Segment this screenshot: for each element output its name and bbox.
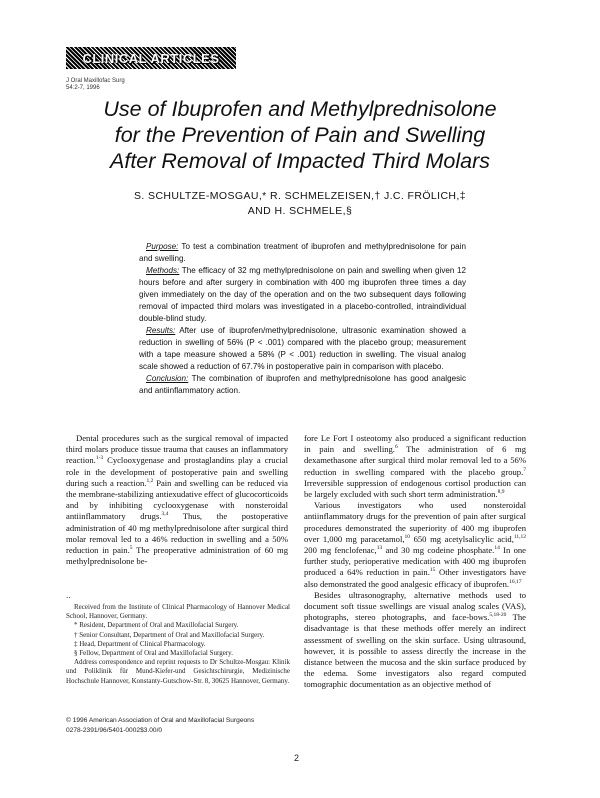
text-run: 200 mg fenclofenac, [304, 545, 377, 556]
copyright-line: © 1996 American Association of Oral and Maxillofacial Surgeons [66, 717, 255, 724]
footnote-separator: ‥ [66, 592, 71, 600]
text-run: Irreversible suppression of endogenous cortisol production can be largely excluded with such short term administration. [304, 477, 526, 500]
journal-name: J Oral Maxillofac Surg [66, 78, 125, 84]
authors-line-2: AND H. SCHMELE,§ [247, 205, 353, 217]
purpose-text: To test a combination treatment of ibuprofen and methylprednisolone for pain and swelling. [139, 242, 466, 263]
body-column-right [304, 433, 526, 691]
citation-ref: 11,12 [513, 533, 527, 540]
citation-ref: 13 [376, 545, 383, 552]
body-paragraph [304, 500, 526, 590]
title-line-1: Use of Ibuprofen and Methylprednisolone [103, 97, 497, 121]
abstract-purpose [139, 241, 466, 265]
text-run: Cyclooxygenase and prostaglandins play a crucial role in the development of postoperative pain and swelling during such a reaction. [66, 455, 288, 488]
results-label: Results: [146, 326, 176, 335]
text-run: 650 mg acetylsalicylic acid, [410, 533, 514, 544]
conclusion-label: Conclusion: [146, 374, 189, 383]
purpose-label: Purpose: [146, 242, 179, 251]
footnote-fellow: § Fellow, Department of Oral and Maxillofacial Surgery. [74, 649, 233, 658]
text-run: fore Le Fort I osteotomy also produced a significant reduction in pain and swelling. [304, 433, 526, 455]
abstract-results [139, 325, 466, 373]
journal-volume: 54:2-7, 1996 [66, 85, 100, 91]
text-run: Pain and swelling can be reduced via the membrane-stabilizing antiexudative effect of glucocorticoids and by inhibiting cyclooxygenase with nonsteroidal antiinflammatory drugs. [66, 477, 289, 522]
article-title [40, 96, 560, 174]
methods-label: Methods: [146, 266, 180, 275]
journal-section-banner [66, 47, 236, 69]
text-run: The preoperative administration of 60 mg methylprednisolone be- [66, 545, 288, 567]
text-run: In one further study, perioperative medication with 400 mg ibuprofen produced a 64% reduction in pain. [304, 545, 526, 578]
citation-ref: 8,9 [497, 489, 505, 496]
title-line-3: After Removal of Impacted Third Molars [110, 149, 490, 173]
citation-ref: 15 [429, 567, 436, 574]
page-number: 2 [294, 753, 300, 763]
citation-ref: 1,2 [146, 477, 154, 484]
text-run: Thus, the postoperative administration of 40 mg methylprednisolone after surgical third molar removal led to a 46% reduction in swelling and a 50% reduction in pain. [66, 511, 288, 556]
citation-ref: 7 [523, 466, 526, 473]
text-run: Besides ultrasonography, alternative methods used to document soft tissue swellings are visual analog scales (VAS), photographs, stereo photographs, and face-bows. [304, 589, 526, 623]
title-line-2: for the Prevention of Pain and Swelling [114, 123, 486, 147]
citation-ref: 1-3 [95, 455, 104, 462]
footnote-resident: * Resident, Department of Oral and Maxillofacial Surgery. [74, 621, 239, 630]
citation-ref: 10 [404, 533, 410, 540]
results-text: After use of ibuprofen/methylprednisolone, ultrasonic examination showed a reduction in swelling of 56% (P < .001) compared with the placebo group; measurement with a tape measure showed a 58% (P < .001) reduction in swelling. The visual analog scale showed a reduction of 67.7% in postoperative pain in comparison with placebo. [139, 326, 466, 371]
author-list [60, 189, 540, 219]
article-code: 0278-2391/96/5401-0002$3.00/0 [66, 727, 163, 734]
footnotes [66, 603, 290, 686]
text-run: Various investigators who used nonsteroidal antiinflammatory drugs for the prevention of pain after surgical procedures demonstrated the superiority of 400 mg ibuprofen over 1,000 mg paracetamol, [304, 500, 526, 544]
journal-citation [66, 78, 125, 92]
text-run: and 30 mg codeine phosphate. [382, 545, 495, 556]
citation-ref: 5 [129, 545, 133, 552]
citation-ref: 5,18-20 [489, 612, 507, 619]
citation-ref: 6 [394, 444, 398, 451]
footnote-senior: † Senior Consultant, Department of Oral and Maxillofacial Surgery. [74, 630, 265, 639]
footnote-address: Address correspondence and reprint requests to Dr Schultze-Mosgau: Klinik und Poliklinik für Mund-Kiefer-und Gesichtschirurgie, Medizinische Hochschule Hannover, Konstanty-Gutschow-Str. 8, 30625 Hannover, Germany. [66, 658, 290, 685]
methods-text: The efficacy of 32 mg methylprednisolone on pain and swelling when given 12 hours before and after surgery in combination with 400 mg ibuprofen three times a day given immediately on the day of the operation and on the two subsequent days following removal of impacted third molars was investigated in a placebo-controlled, intraindividual double-blind study. [139, 266, 466, 323]
text-run: The administration of 6 mg dexamethasone after surgical third molar removal led to a 56% reduction in swelling compared with the placebo group. [304, 444, 527, 477]
citation-ref: 3,4 [161, 511, 169, 518]
abstract [139, 241, 466, 397]
footnote-received: Received from the Institute of Clinical Pharmacology of Hannover Medical School, Hannover, Germany. [66, 603, 290, 621]
body-paragraph [304, 433, 526, 500]
footnote-head: ‡ Head, Department of Clinical Pharmacology. [74, 639, 206, 648]
text-run: Dental procedures such as the surgical removal of impacted third molars produce tissue trauma that causes an inflammatory reaction. [66, 433, 288, 466]
banner-text: CLINICAL ARTICLES [82, 50, 220, 66]
abstract-methods [139, 265, 466, 325]
copyright-notice [66, 716, 296, 736]
body-paragraph [304, 590, 526, 691]
authors-line-1: S. SCHULTZE-MOSGAU,* R. SCHMELZEISEN,† J.C. FRÖLICH,‡ [134, 190, 466, 202]
text-run: The disadvantage is that these methods offer merely an indirect assessment of swelling on the skin surface. Using ultrasound, however, it is possible to assess directly the increase in the distance between the mucosa and the skin surface produced by the edema. Some investigators also regard computed tomographic documentation as an objective method of [304, 612, 526, 690]
body-column-left [66, 433, 288, 567]
text-run: Other investigators have also demonstrated the good analgesic efficacy of ibuprofen. [304, 567, 526, 589]
abstract-conclusion [139, 373, 466, 397]
citation-ref: 14 [494, 545, 500, 552]
conclusion-text: The combination of ibuprofen and methylprednisolone has good analgesic and antiinflammatory action. [139, 374, 466, 395]
citation-ref: 16,17 [509, 578, 522, 585]
body-paragraph [66, 433, 288, 567]
